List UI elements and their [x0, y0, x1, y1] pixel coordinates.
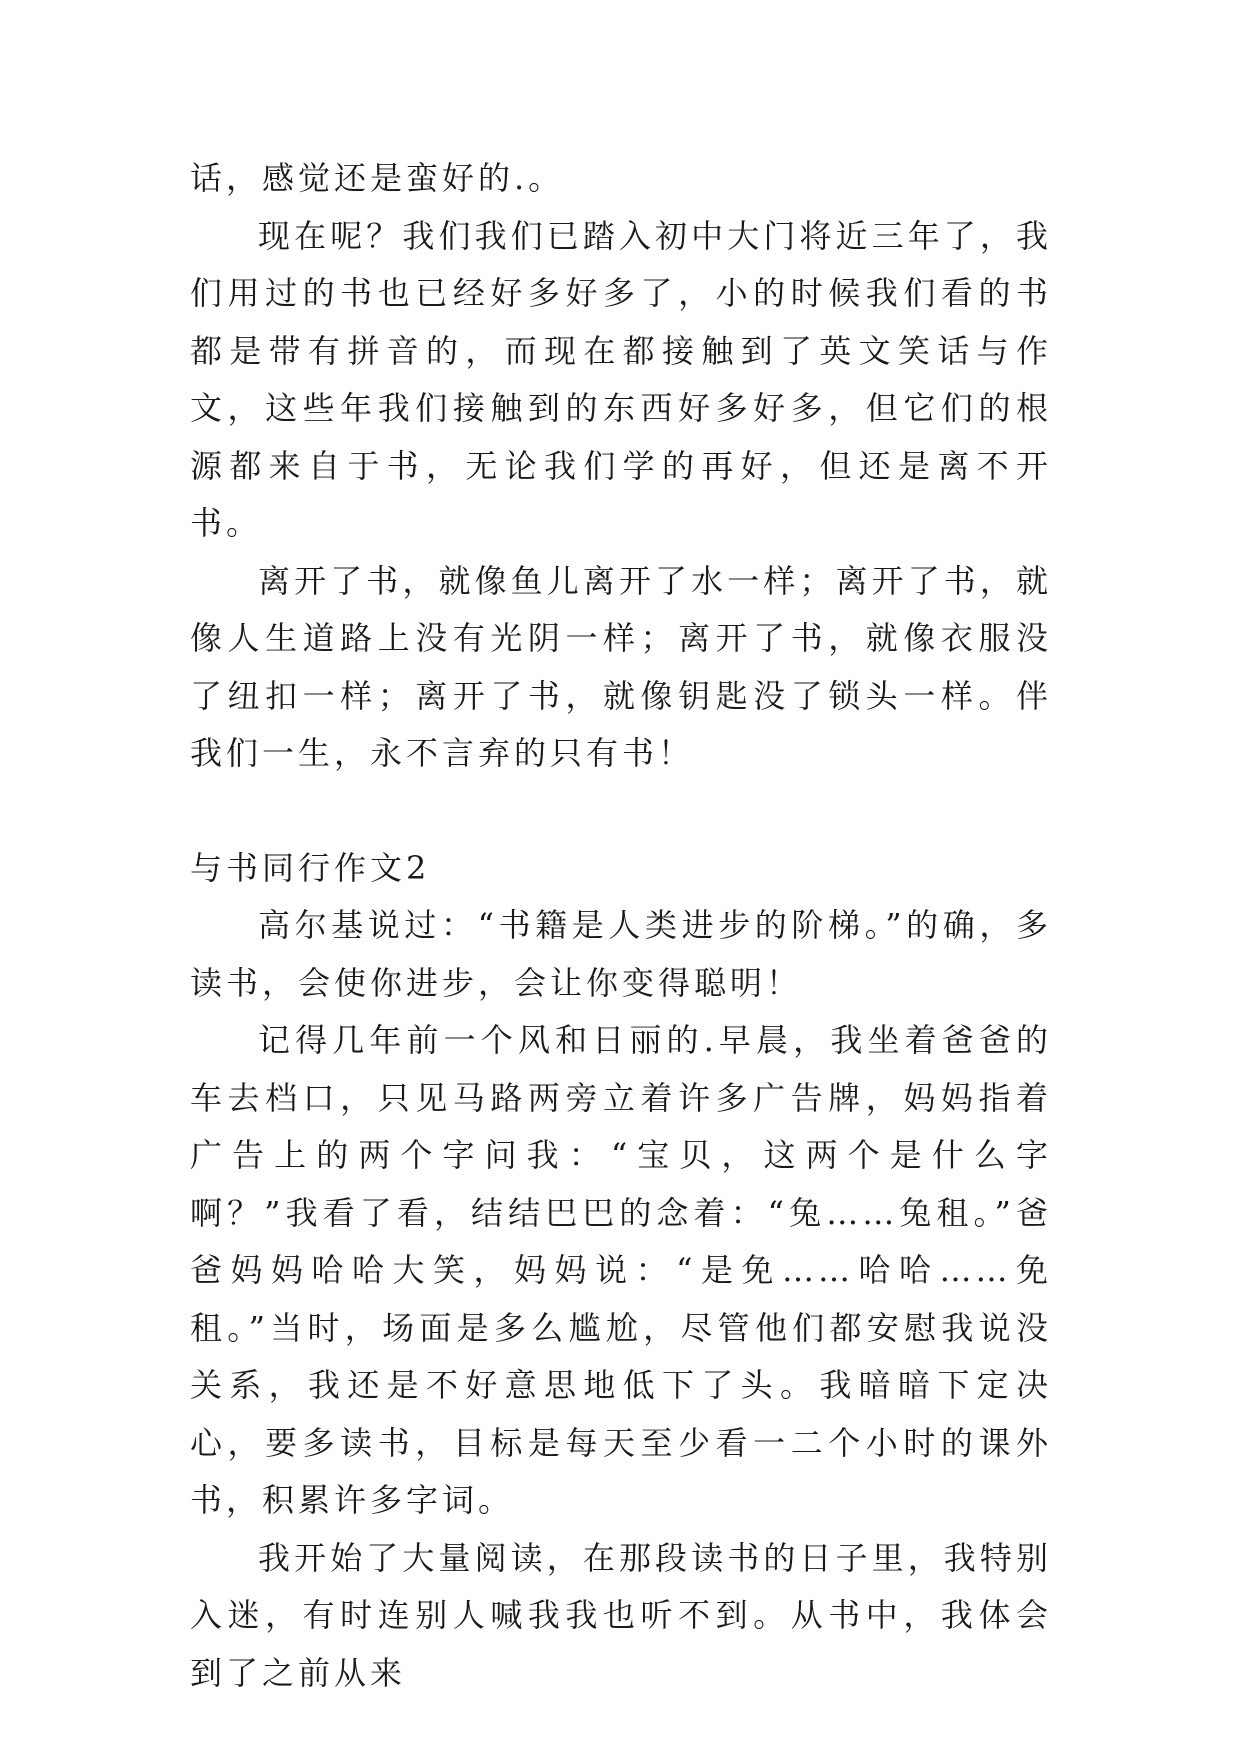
document-body [190, 150, 1052, 1702]
paragraph: 记得几年前一个风和日丽的.早晨，我坐着爸爸的车去档口，只见马路两旁立着许多广告牌，妈妈指着广告上的两个字问我：“宝贝，这两个是什么字啊？”我看了看，结结巴巴的念着：“兔……兔租。”爸爸妈妈哈哈大笑，妈妈说：“是免……哈哈……免租。”当时，场面是多么尴尬，尽管他们都安慰我说没关系，我还是不好意思地低下了头。我暗暗下定决心，要多读书，目标是每天至少看一二个小时的课外书，积累许多字词。 [190, 1021, 1052, 1519]
section-title: 与书同行作文2 [190, 848, 431, 887]
paragraph: 我开始了大量阅读，在那段读书的日子里，我特别入迷，有时连别人喊我我也听不到。从书中，我体会到了之前从来 [190, 1538, 1052, 1692]
paragraph: 话，感觉还是蛮好的.。 [190, 159, 565, 197]
paragraph: 现在呢？我们我们已踏入初中大门将近三年了，我们用过的书也已经好多好多了，小的时候我们看的书都是带有拼音的，而现在都接触到了英文笑话与作文，这些年我们接触到的东西好多好多，但它们的根源都来自于书，无论我们学的再好，但还是离不开书。 [190, 216, 1052, 542]
paragraph: 高尔基说过：“书籍是人类进步的阶梯。”的确，多读书，会使你进步，会让你变得聪明！ [190, 906, 1052, 1002]
paragraph: 离开了书，就像鱼儿离开了水一样；离开了书，就像人生道路上没有光阴一样；离开了书，就像衣服没了纽扣一样；离开了书，就像钥匙没了锁头一样。伴我们一生，永不言弃的只有书！ [190, 561, 1052, 772]
